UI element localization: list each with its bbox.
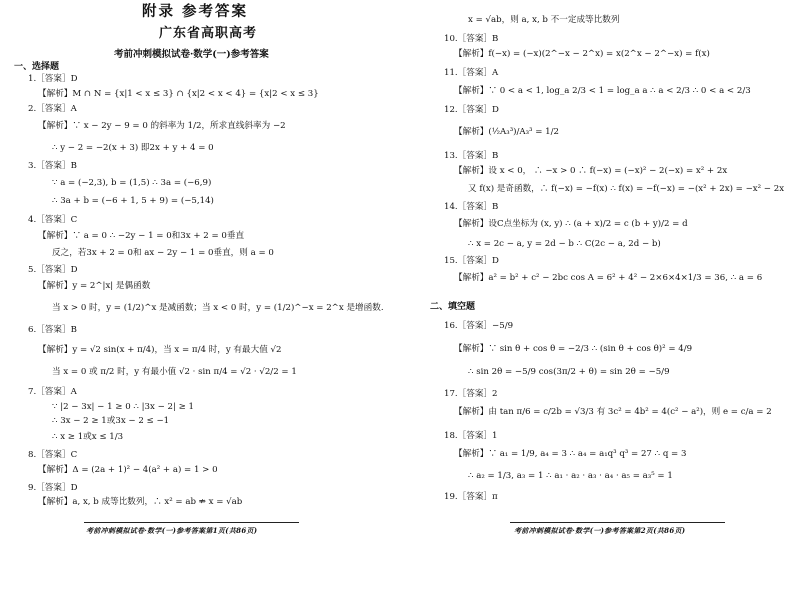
solution-line: 【解析】∵ 0 < a < 1, log_a 2/3 < 1 = log_a a ∴ a < 2/3 ∴ 0 < a < 2/3 bbox=[454, 86, 751, 96]
answer-line: 17.［答案］2 bbox=[444, 389, 498, 399]
solution-line: ∵ |2 − 3x| − 1 ≥ 0 ∴ |3x − 2| ≥ 1 bbox=[52, 402, 194, 412]
solution-line: ∴ a₂ = 1/3, a₃ = 1 ∴ a₁ · a₂ · a₃ · a₄ · a₅ = a₃⁵ = 1 bbox=[468, 471, 673, 481]
answer-line: 15.［答案］D bbox=[444, 256, 499, 266]
page-footer: 考前冲刺模拟试卷·数学(一)参考答案第1页(共86页) bbox=[86, 526, 258, 535]
solution-line: 反之，若3x + 2 = 0和 ax − 2y − 1 = 0垂直，则 a = 0 bbox=[52, 248, 274, 258]
solution-line: 当 x = 0 或 π/2 时，y 有最小值 √2 · sin π/4 = √2 · √2/2 = 1 bbox=[52, 367, 297, 377]
page-subtitle: 广东省高职高考 bbox=[159, 26, 258, 41]
section-heading: 二、填空题 bbox=[430, 302, 476, 312]
answer-line: 5.［答案］D bbox=[28, 265, 78, 275]
answer-line: 19.［答案］π bbox=[444, 492, 498, 502]
page-title: 附录 参考答案 bbox=[142, 3, 249, 20]
answer-line: 9.［答案］D bbox=[28, 483, 78, 493]
answer-line: 1.［答案］D bbox=[28, 74, 78, 84]
solution-line: 【解析】∵ sin θ + cos θ = −2/3 ∴ (sin θ + cos θ)² = 4/9 bbox=[454, 344, 693, 354]
answer-line: 10.［答案］B bbox=[444, 34, 499, 44]
paper-heading: 考前冲刺模拟试卷·数学(一)参考答案 bbox=[114, 49, 269, 60]
answer-line: 7.［答案］A bbox=[28, 387, 77, 397]
answer-line: 11.［答案］A bbox=[444, 68, 499, 78]
footer-rule bbox=[510, 522, 725, 523]
answer-line: 18.［答案］1 bbox=[444, 431, 498, 441]
answer-line: 16.［答案］−5/9 bbox=[444, 321, 514, 331]
solution-line: 【解析】设 x < 0， ∴ −x > 0 ∴ f(−x) = (−x)² − 2(−x) = x² + 2x bbox=[454, 166, 728, 176]
solution-line: 当 x > 0 时，y = (1/2)^x 是减函数；当 x < 0 时，y = (1/2)^−x = 2^x 是增函数. bbox=[52, 303, 384, 313]
answer-line: 2.［答案］A bbox=[28, 104, 77, 114]
page-footer: 考前冲刺模拟试卷·数学(一)参考答案第2页(共86页) bbox=[514, 526, 686, 535]
solution-line: 又 f(x) 是奇函数，∴ f(−x) = −f(x) ∴ f(x) = −f(−x) = −(x² + 2x) = −x² − 2x bbox=[468, 184, 785, 194]
solution-line: ∴ sin 2θ = −5/9 cos(3π/2 + θ) = sin 2θ = −5/9 bbox=[468, 367, 670, 377]
solution-line: 【解析】a² = b² + c² − 2bc cos A = 6² + 4² − 2×6×4×1/3 = 36, ∴ a = 6 bbox=[454, 273, 763, 283]
solution-line: 【解析】a, x, b 成等比数列，∴ x² = ab ⇏ x = √ab bbox=[38, 497, 243, 507]
answer-line: 13.［答案］B bbox=[444, 151, 499, 161]
solution-line: 【解析】∵ a = 0 ∴ −2y − 1 = 0和3x + 2 = 0垂直 bbox=[38, 231, 245, 241]
answer-line: 3.［答案］B bbox=[28, 161, 77, 171]
solution-line: ∴ 3a + b = (−6 + 1, 5 + 9) = (−5,14) bbox=[52, 196, 214, 206]
solution-line: ∵ a = (−2,3), b = (1,5) ∴ 3a = (−6,9) bbox=[52, 178, 212, 188]
solution-line: ∴ 3x − 2 ≥ 1或3x − 2 ≤ −1 bbox=[52, 416, 170, 426]
solution-line: 【解析】由 tan π/6 = c/2b = √3/3 有 3c² = 4b² = 4(c² − a²)，则 e = c/a = 2 bbox=[454, 407, 772, 417]
left-page bbox=[14, 0, 384, 560]
solution-line: 【解析】∵ a₁ = 1/9, a₄ = 3 ∴ a₄ = a₁q³ q³ = 27 ∴ q = 3 bbox=[454, 449, 687, 459]
footer-rule bbox=[84, 522, 299, 523]
solution-line: 【解析】∵ x − 2y − 9 = 0 的斜率为 1/2，所求直线斜率为 −2 bbox=[38, 121, 286, 131]
right-page bbox=[430, 0, 785, 560]
solution-line: 【解析】设C点坐标为 (x, y) ∴ (a + x)/2 = c (b + y)/2 = d bbox=[454, 219, 688, 229]
answer-line: 8.［答案］C bbox=[28, 450, 78, 460]
solution-line: 【解析】M ∩ N = {x|1 < x ≤ 3} ∩ {x|2 < x < 4} = {x|2 < x ≤ 3} bbox=[38, 89, 319, 99]
solution-line: 【解析】y = √2 sin(x + π/4)，当 x = π/4 时，y 有最大值 √2 bbox=[38, 345, 282, 355]
answer-line: 12.［答案］D bbox=[444, 105, 499, 115]
solution-line: ∴ y − 2 = −2(x + 3) 即2x + y + 4 = 0 bbox=[52, 143, 214, 153]
answer-line: 4.［答案］C bbox=[28, 215, 78, 225]
solution-line: ∴ x ≥ 1或x ≤ 1/3 bbox=[52, 432, 124, 442]
section-heading: 一、选择题 bbox=[14, 62, 60, 72]
solution-line: 【解析】Δ = (2a + 1)² − 4(a² + a) = 1 > 0 bbox=[38, 465, 218, 475]
solution-line: 【解析】f(−x) = (−x)(2^−x − 2^x) = x(2^x − 2^−x) = f(x) bbox=[454, 49, 710, 59]
solution-line: x = √ab，则 a, x, b 不一定成等比数列 bbox=[468, 15, 620, 25]
answer-line: 6.［答案］B bbox=[28, 325, 77, 335]
answer-line: 14.［答案］B bbox=[444, 202, 499, 212]
solution-line: 【解析】y = 2^|x| 是偶函数 bbox=[38, 281, 151, 291]
solution-line: ∴ x = 2c − a, y = 2d − b ∴ C(2c − a, 2d − b) bbox=[468, 239, 661, 249]
solution-line: 【解析】(½A₃³)/A₃³ = 1/2 bbox=[454, 127, 559, 137]
